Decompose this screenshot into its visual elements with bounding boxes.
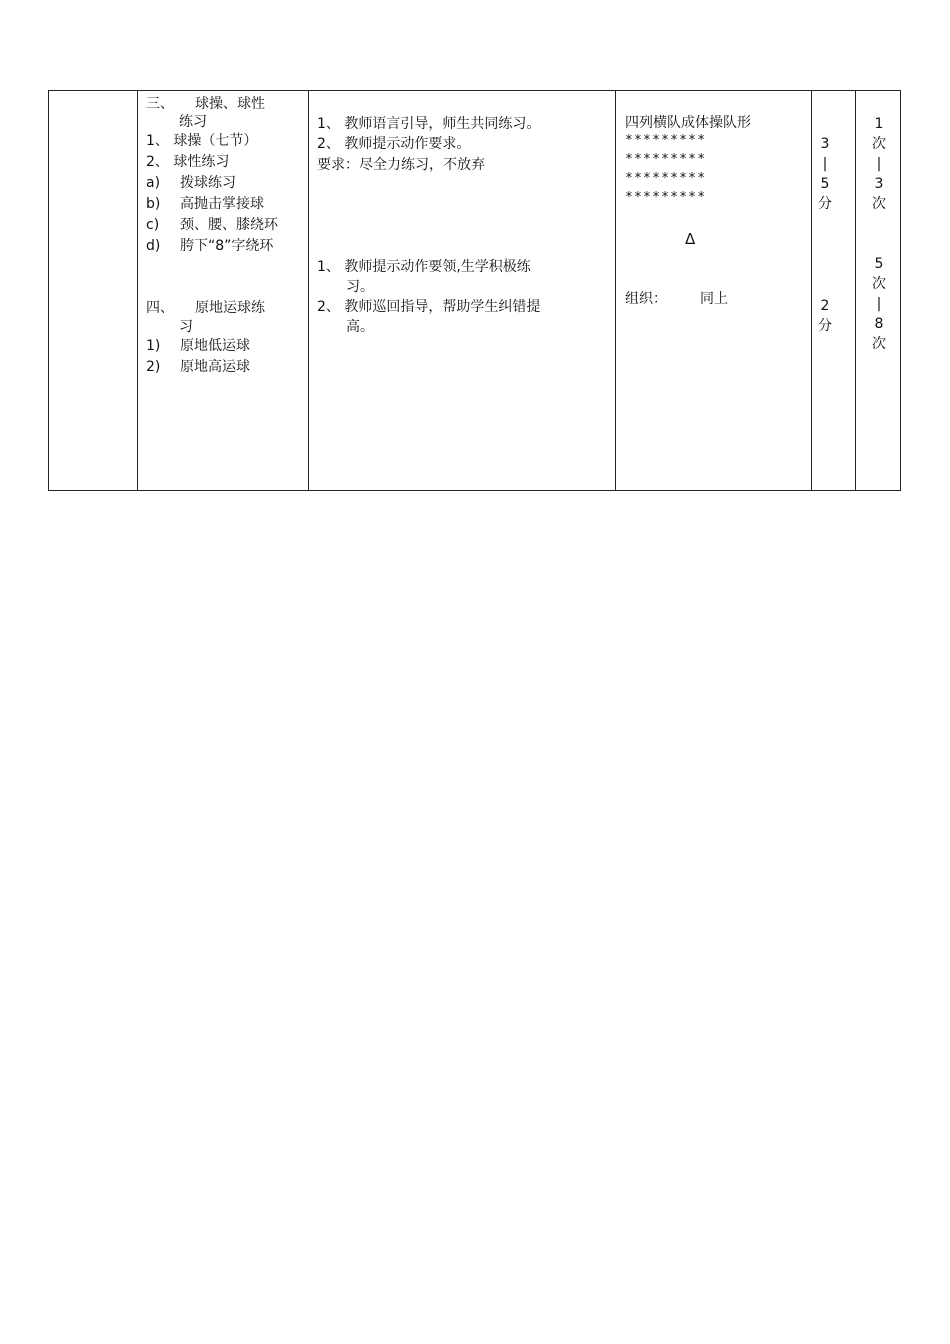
organization-cell <box>615 91 811 490</box>
method-line-1: 1、 教师语言引导，师生共同练习。 <box>317 116 541 132</box>
practice-item-1: 原地低运球 <box>180 338 250 354</box>
stage-cell <box>49 91 137 490</box>
sub-item-d: 胯下“8”字绕环 <box>180 238 274 254</box>
method-line-3: 1、 教师提示动作要领,生学积极练 <box>317 259 531 275</box>
time-range-2: 2 分 <box>818 298 832 334</box>
formation-title: 四列横队成体操队形 <box>625 115 751 131</box>
section4-title: 四、 原地运球练 <box>146 300 265 316</box>
lesson-plan-table <box>48 90 901 491</box>
sub-marker-a: a) <box>146 175 161 191</box>
sub-marker-b: b) <box>146 196 161 212</box>
count-range-2: 5 次 | 8 次 <box>872 256 886 352</box>
sub-item-c: 颈、腰、膝绕环 <box>180 217 278 233</box>
sub-marker-d: d) <box>146 238 161 254</box>
formation-row-1: ********* <box>625 133 707 148</box>
sub-marker-c: c) <box>146 217 160 233</box>
formation-row-4: ********* <box>625 190 707 205</box>
section4-title-cont: 习 <box>179 319 193 335</box>
section3-title: 三、 球操、球性 <box>146 96 265 112</box>
formation-row-3: ********* <box>625 171 707 186</box>
time-range-1: 3 | 5 分 <box>818 136 832 212</box>
sub-item-a: 拨球练习 <box>180 175 236 191</box>
method-line-3-cont: 习。 <box>346 279 374 295</box>
practice-marker-2: 2) <box>146 359 161 375</box>
method-line-4: 2、 教师巡回指导，帮助学生纠错提 <box>317 299 541 315</box>
teacher-position-icon: Δ <box>685 230 696 248</box>
method-cell <box>308 91 615 490</box>
organization-label: 组织： <box>625 291 667 307</box>
method-line-2: 2、 教师提示动作要求。 <box>317 136 471 152</box>
method-requirement: 要求：尽全力练习，不放弃 <box>317 157 485 173</box>
section3-title-cont: 练习 <box>179 114 207 130</box>
formation-row-2: ********* <box>625 152 707 167</box>
content-cell <box>137 91 308 490</box>
count-range-1: 1 次 | 3 次 <box>872 116 886 212</box>
method-line-4-cont: 高。 <box>346 319 374 335</box>
content-item-1: 1、 球操（七节） <box>146 133 258 149</box>
practice-item-2: 原地高运球 <box>180 359 250 375</box>
organization-value: 同上 <box>700 291 728 307</box>
content-item-2: 2、 球性练习 <box>146 154 230 170</box>
sub-item-b: 高抛击掌接球 <box>180 196 264 212</box>
time-cell <box>811 91 855 490</box>
practice-marker-1: 1) <box>146 338 161 354</box>
count-cell <box>855 91 901 490</box>
